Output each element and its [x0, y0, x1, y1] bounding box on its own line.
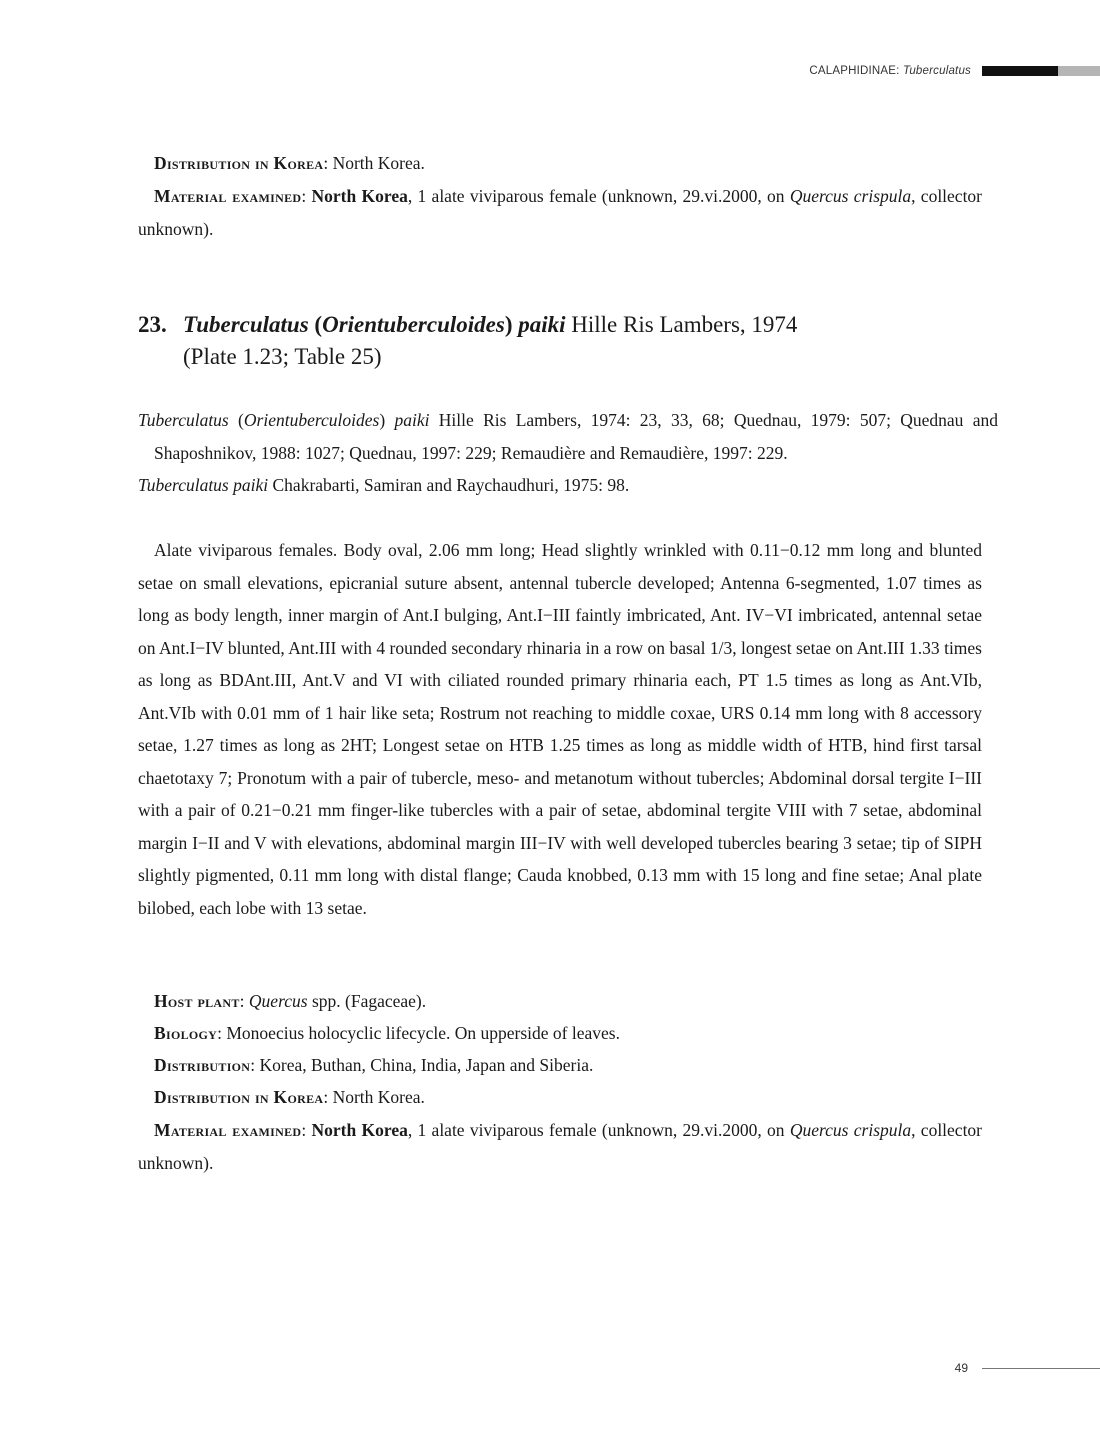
syn1-refs: Hille Ris Lambers, 1974: 23, 33, 68; Quednau, 1979: 507; Quednau and Shaposhnikov, 1988: 1027; Quednau, 1997: 229; Remaudière and Remaudière, 1997: 229. — [154, 410, 999, 463]
syn1-paren-close: ) — [379, 410, 395, 430]
description-paragraph: Alate viviparous females. Body oval, 2.06 mm long; Head slightly wrinkled with 0.11−0.12 mm long and blunted setae on small elevations, epicranial suture absent, antennal tubercle developed; Antenna 6-segmented, 1.07 times as long as body length, inner margin of Ant.I bulging, Ant.I−III faintly imbricated, Ant. IV−VI imbricated, antennal setae on Ant.I−IV blunted, Ant.III with 4 rounded secondary rhinaria in a row on basal 1/3, longest setae on Ant.III 1.33 times as long as BDAnt.III, Ant.V and VI with ciliated rounded primary rhinaria each, PT 1.5 times as long as Ant.VIb, Ant.VIb with 0.01 mm of 1 hair like seta; Rostrum not reaching to middle coxae, URS 0.14 mm long with 8 accessory setae, 1.27 times as long as 2HT; Longest setae on HTB 1.25 times as long as middle width of HTB, hind first tarsal chaetotaxy 7; Pronotum with a pair of tubercle, meso- and metanotum without tubercles; Abdominal dorsal tergite I−III with a pair of 0.21−0.21 mm finger-like tubercles with a pair of setae, abdominal tergite VIII with 7 setae, abdominal margin I−II and V with elevations, abdominal margin III−IV with well developed tubercles bearing 3 setae; tip of SIPH slightly pigmented, 0.11 mm long with distal flange; Cauda knobbed, 0.13 mm with 15 long and fine setae; Anal plate bilobed, each lobe with 13 setae. — [138, 540, 982, 918]
material-sep: : — [301, 1120, 312, 1140]
prev-dist-korea-value: : North Korea. — [323, 153, 425, 173]
species-subgenus-close: ) — [504, 312, 513, 337]
footer-rule — [982, 1368, 1100, 1369]
material-text1: , 1 alate viviparous female (unknown, 29.vi.2000, on — [407, 1120, 790, 1140]
host-rest: spp. (Fagaceae). — [307, 991, 427, 1011]
material-host: Quercus crispula — [789, 1120, 912, 1140]
host-label: Host plant — [154, 991, 240, 1011]
header-bar-grey — [1058, 66, 1100, 76]
species-genus: Tuberculatus — [183, 312, 309, 337]
syn1-paren-open: ( — [228, 410, 244, 430]
material-text2: , collector unknown). — [138, 1120, 983, 1173]
species-subgenus: Orientuberculoides — [322, 312, 505, 337]
species-heading — [138, 309, 982, 373]
prev-material-country: North Korea — [311, 186, 408, 206]
distribution-value: : Korea, Buthan, China, India, Japan and Siberia. — [250, 1055, 594, 1075]
distribution — [138, 1049, 982, 1082]
host-genus: Quercus — [248, 991, 308, 1011]
prev-dist-korea-label: Distribution in Korea — [154, 153, 324, 173]
page-footer — [955, 1359, 1100, 1377]
prev-material-text2: , collector unknown). — [138, 186, 983, 239]
material-label: Material examined — [154, 1120, 302, 1140]
syn1-subgenus: Orientuberculoides — [243, 410, 380, 430]
syn1-epithet: paiki — [394, 410, 430, 430]
header-bar-dark — [982, 66, 1058, 76]
distribution-korea — [138, 1081, 982, 1114]
material-country: North Korea — [311, 1120, 408, 1140]
species-epithet: paiki — [518, 312, 566, 337]
distribution-label: Distribution — [154, 1055, 251, 1075]
species-title-line — [138, 309, 982, 341]
header-section: CALAPHIDINAE: — [809, 65, 900, 77]
running-header — [809, 64, 1100, 78]
biology — [138, 1017, 982, 1050]
prev-material-label: Material examined — [154, 186, 302, 206]
prev-material-examined — [138, 180, 982, 245]
host-sep: : — [239, 991, 249, 1011]
species-authority: Hille Ris Lambers, 1974 — [565, 312, 798, 337]
prev-material-host: Quercus crispula — [789, 186, 912, 206]
header-genus: Tuberculatus — [902, 65, 971, 77]
page-number: 49 — [954, 1361, 968, 1375]
syn2-name: Tuberculatus paiki — [138, 475, 269, 495]
prev-distribution-korea — [138, 147, 982, 180]
syn1-genus: Tuberculatus — [138, 410, 229, 430]
synonymy-entry-2 — [138, 469, 998, 502]
material-examined — [138, 1114, 982, 1179]
biology-label: Biology — [154, 1023, 218, 1043]
dist-korea-value: : North Korea. — [323, 1087, 425, 1107]
prev-material-text1: , 1 alate viviparous female (unknown, 29.vi.2000, on — [407, 186, 790, 206]
dist-korea-label: Distribution in Korea — [154, 1087, 324, 1107]
species-plate-ref: (Plate 1.23; Table 25) — [183, 344, 382, 369]
biology-value: : Monoecius holocyclic lifecycle. On upperside of leaves. — [217, 1023, 620, 1043]
syn2-refs: Chakrabarti, Samiran and Raychaudhuri, 1975: 98. — [268, 475, 630, 495]
host-plant — [138, 985, 982, 1018]
prev-material-sep: : — [301, 186, 312, 206]
synonymy-entry-1 — [138, 404, 998, 469]
running-header-text — [809, 65, 971, 77]
species-subgenus-open: ( — [308, 312, 323, 337]
species-number: 23. — [138, 312, 167, 337]
